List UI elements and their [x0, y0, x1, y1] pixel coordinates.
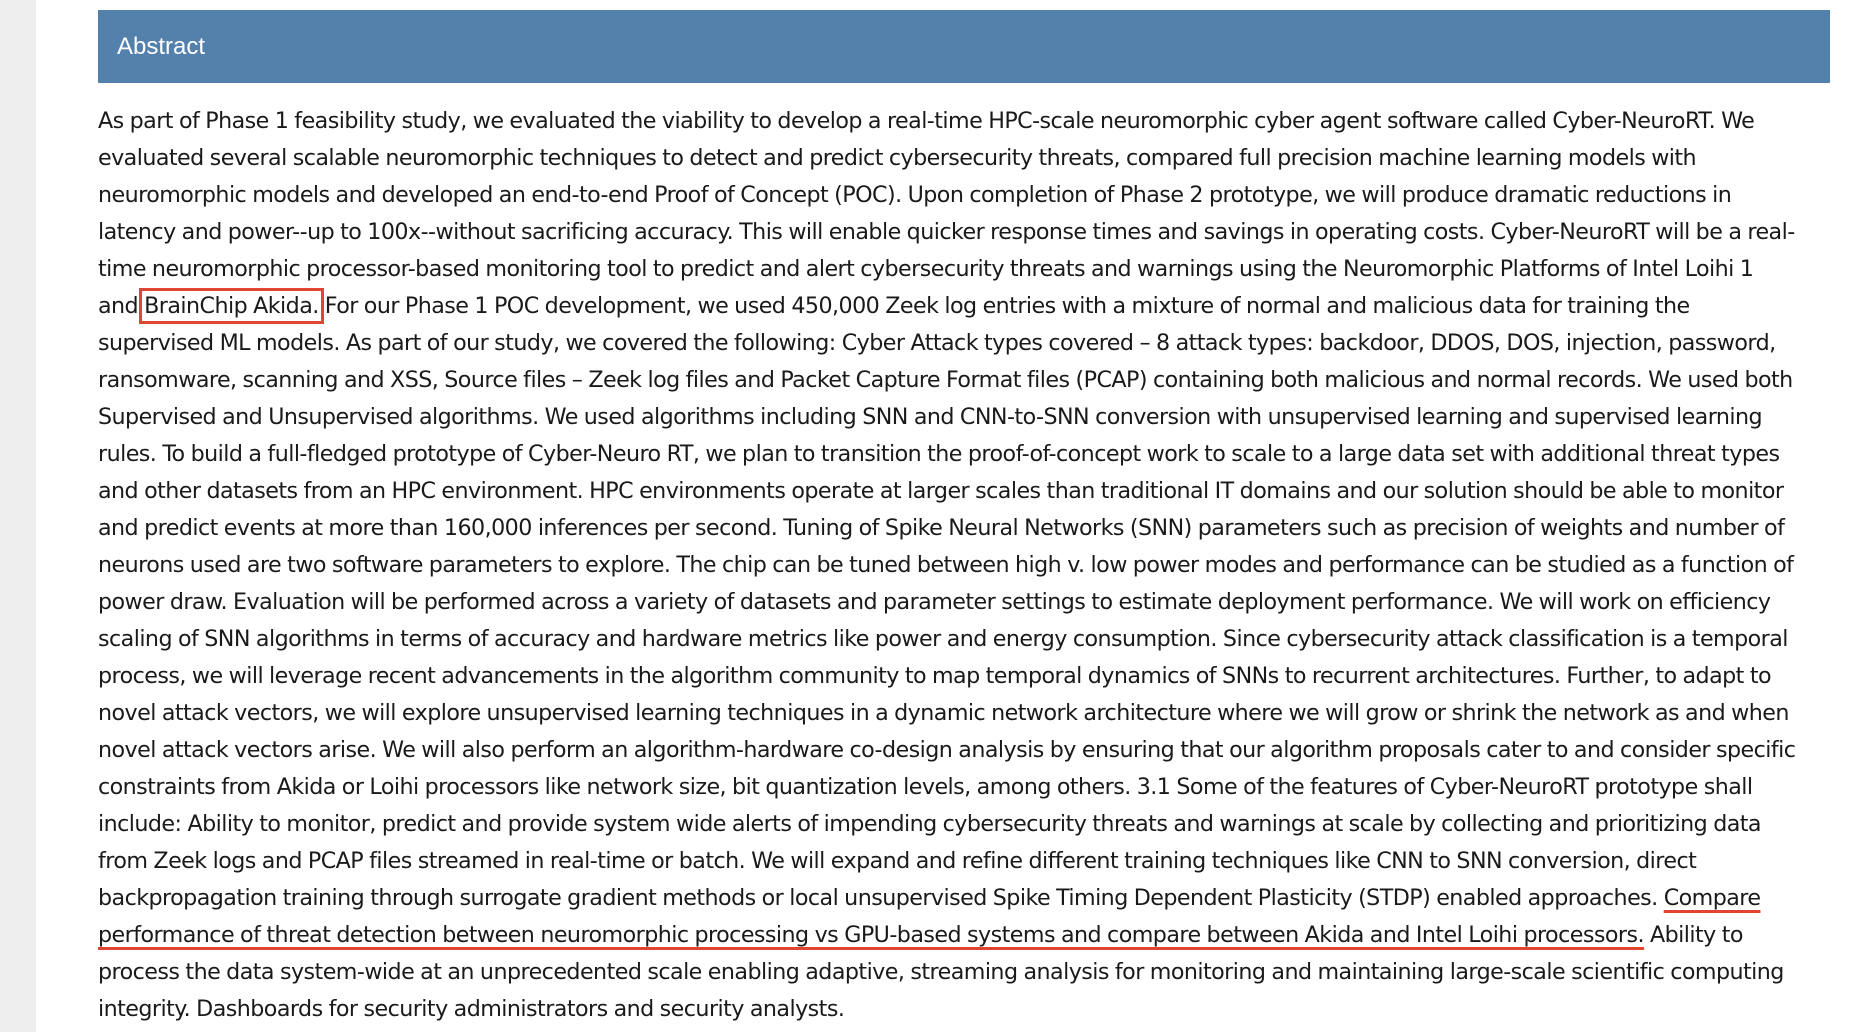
- abstract-line-text: and: [98, 293, 145, 319]
- abstract-line: supervised ML models. As part of our study, we covered the following: Cyber Attack types covered – 8 attack types: backdoor, DDOS, DOS, injection, password,: [98, 330, 1776, 356]
- abstract-line: novel attack vectors arise. We will also perform an algorithm-hardware co-design analysis by ensuring that our algorithm proposals cater to and consider specific: [98, 737, 1796, 763]
- abstract-line: neuromorphic models and developed an end-to-end Proof of Concept (POC). Upon completion of Phase 2 prototype, we will produce dramatic reductions in: [98, 182, 1732, 208]
- abstract-line: latency and power--up to 100x--without sacrificing accuracy. This will enable quicker response times and savings in operating costs. Cyber-NeuroRT will be a real-: [98, 219, 1795, 245]
- abstract-header: [98, 10, 1830, 83]
- abstract-line: Supervised and Unsupervised algorithms. We used algorithms including SNN and CNN-to-SNN conversion with unsupervised learning and supervised learning: [98, 404, 1763, 430]
- brainchip-akida-highlight-box: BrainChip Akida.: [144, 293, 319, 319]
- abstract-line: As part of Phase 1 feasibility study, we evaluated the viability to develop a real-time HPC-scale neuromorphic cyber agent software called Cyber-NeuroRT. We: [98, 108, 1755, 134]
- abstract-line: scaling of SNN algorithms in terms of accuracy and hardware metrics like power and energy consumption. Since cybersecurity attack classification is a temporal: [98, 626, 1788, 652]
- abstract-line: integrity. Dashboards for security administrators and security analysts.: [98, 996, 845, 1022]
- abstract-line: power draw. Evaluation will be performed across a variety of datasets and parameter settings to estimate deployment performance. We will work on efficiency: [98, 589, 1771, 615]
- abstract-line: novel attack vectors, we will explore unsupervised learning techniques in a dynamic network architecture where we will grow or shrink the network as and when: [98, 700, 1789, 726]
- abstract-line: evaluated several scalable neuromorphic techniques to detect and predict cybersecurity threats, compared full precision machine learning models with: [98, 145, 1697, 171]
- abstract-line: and predict events at more than 160,000 inferences per second. Tuning of Spike Neural Networks (SNN) parameters such as precision of weights and number of: [98, 515, 1785, 541]
- abstract-line: process, we will leverage recent advancements in the algorithm community to map temporal dynamics of SNNs to recurrent architectures. Further, to adapt to: [98, 663, 1771, 689]
- abstract-line: time neuromorphic processor-based monitoring tool to predict and alert cybersecurity threats and warnings using the Neuromorphic Platforms of Intel Loihi 1: [98, 256, 1754, 282]
- compare-performance-underline: performance of threat detection between neuromorphic processing vs GPU-based systems and compare between Akida and Intel Loihi processors.: [98, 922, 1644, 948]
- abstract-line: constraints from Akida or Loihi processors like network size, bit quantization levels, among others. 3.1 Some of the features of Cyber-NeuroRT prototype shall: [98, 774, 1753, 800]
- abstract-line: and other datasets from an HPC environment. HPC environments operate at larger scales than traditional IT domains and our solution should be able to monitor: [98, 478, 1784, 504]
- abstract-text: [98, 103, 1830, 1028]
- abstract-line: [98, 917, 1830, 954]
- abstract-line-text: For our Phase 1 POC development, we used 450,000 Zeek log entries with a mixture of normal and malicious data for training the: [318, 293, 1690, 319]
- abstract-panel: [98, 10, 1830, 1028]
- abstract-line-text: backpropagation training through surrogate gradient methods or local unsupervised Spike Timing Dependent Plasticity (STDP) enabled approaches.: [98, 885, 1664, 911]
- abstract-line: [98, 288, 1830, 325]
- left-margin-rail: [0, 0, 36, 1032]
- abstract-line: from Zeek logs and PCAP files streamed in real-time or batch. We will expand and refine different training techniques like CNN to SNN conversion, direct: [98, 848, 1697, 874]
- abstract-line: ransomware, scanning and XSS, Source files – Zeek log files and Packet Capture Format files (PCAP) containing both malicious and normal records. We used both: [98, 367, 1793, 393]
- abstract-title: Abstract: [117, 33, 206, 60]
- compare-performance-underline: Compare: [1663, 885, 1761, 911]
- abstract-line: rules. To build a full-fledged prototype of Cyber-Neuro RT, we plan to transition the proof-of-concept work to scale to a large data set with additional threat types: [98, 441, 1780, 467]
- abstract-line-text: Ability to: [1643, 922, 1743, 948]
- abstract-line: include: Ability to monitor, predict and provide system wide alerts of impending cybersecurity threats and warnings at scale by collecting and prioritizing data: [98, 811, 1761, 837]
- abstract-line: process the data system-wide at an unprecedented scale enabling adaptive, streaming analysis for monitoring and maintaining large-scale scientific computing: [98, 959, 1784, 985]
- abstract-line: neurons used are two software parameters to explore. The chip can be tuned between high v. low power modes and performance can be studied as a function of: [98, 552, 1794, 578]
- abstract-line: [98, 880, 1830, 917]
